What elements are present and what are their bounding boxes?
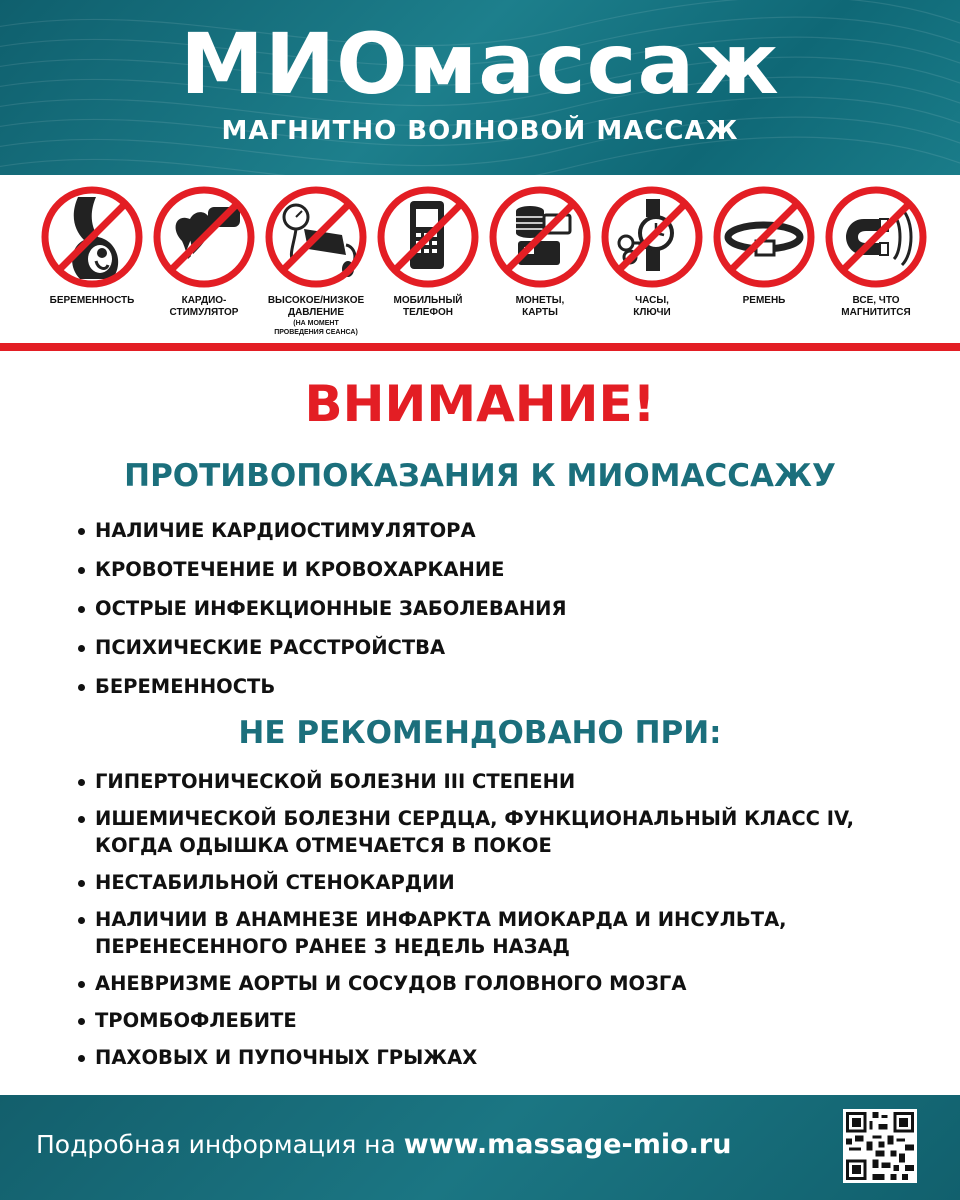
list-item: АНЕВРИЗМЕ АОРТЫ И СОСУДОВ ГОЛОВНОГО МОЗГА — [78, 970, 918, 997]
prohibited-label — [814, 295, 938, 319]
pregnancy-label: БЕРЕМЕННОСТЬ — [49, 295, 135, 306]
list-item: ИШЕМИЧЕСКОЙ БОЛЕЗНИ СЕРДЦА, ФУНКЦИОНАЛЬНЫЙ КЛАСС IV, КОГДА ОДЫШКА ОТМЕЧАЕТСЯ В ПОКОЕ — [78, 805, 918, 859]
pacemaker-label: КАРДИО- СТИМУЛЯТОР — [169, 295, 239, 318]
contraindications-heading: ПРОТИВОПОКАЗАНИЯ К МИОМАССАЖУ — [124, 458, 836, 494]
prohibited-watch-keys — [596, 185, 708, 345]
prohibited-belt — [708, 185, 820, 345]
magnet-icon — [824, 185, 928, 289]
qr-code-icon — [843, 1109, 917, 1183]
prohibited-label — [590, 295, 714, 319]
prohibited-label — [478, 295, 602, 319]
pacemaker-icon — [152, 185, 256, 289]
prohibited-label — [30, 295, 154, 307]
prohibited-label — [366, 295, 490, 319]
list-item: НАЛИЧИЕ КАРДИОСТИМУЛЯТОРА — [78, 517, 918, 544]
qr-code-graphic — [843, 1109, 917, 1183]
coins-cards-label: МОНЕТЫ, КАРТЫ — [515, 295, 565, 318]
list-item: БЕРЕМЕННОСТЬ — [78, 673, 918, 700]
coins-cards-icon — [488, 185, 592, 289]
prohibited-blood-pressure — [260, 185, 372, 345]
blood-pressure-icon — [264, 185, 368, 289]
mobile-phone-label: МОБИЛЬНЫЙ ТЕЛЕФОН — [393, 295, 463, 318]
watch-keys-label: ЧАСЫ, КЛЮЧИ — [633, 295, 671, 318]
prohibited-pregnancy — [36, 185, 148, 345]
prohibited-label — [702, 295, 826, 307]
mobile-phone-icon — [376, 185, 480, 289]
list-item: НАЛИЧИИ В АНАМНЕЗЕ ИНФАРКТА МИОКАРДА И ИНСУЛЬТА, ПЕРЕНЕСЕННОГО РАНЕЕ 3 НЕДЕЛЬ НАЗАД — [78, 906, 918, 960]
prohibited-magnet — [820, 185, 932, 345]
belt-icon — [712, 185, 816, 289]
list-item: НЕСТАБИЛЬНОЙ СТЕНОКАРДИИ — [78, 869, 918, 896]
brand-subtitle: МАГНИТНО ВОЛНОВОЙ МАССАЖ — [221, 116, 739, 146]
magnet-label: ВСЕ, ЧТО МАГНИТИТСЯ — [841, 295, 911, 318]
list-item: ПСИХИЧЕСКИЕ РАССТРОЙСТВА — [78, 634, 918, 661]
footer-banner — [0, 1095, 960, 1200]
red-divider — [0, 343, 960, 351]
prohibited-label — [142, 295, 266, 319]
prohibited-coins-cards — [484, 185, 596, 345]
header-banner — [0, 0, 960, 175]
prohibited-label — [254, 295, 378, 337]
not-recommended-list — [78, 768, 918, 1071]
list-item: ТРОМБОФЛЕБИТЕ — [78, 1007, 918, 1034]
not-recommended-heading: НЕ РЕКОМЕНДОВАНО ПРИ: — [238, 715, 722, 751]
belt-label: РЕМЕНЬ — [742, 295, 786, 306]
prohibited-pacemaker — [148, 185, 260, 345]
footer-label: Подробная информация на — [36, 1130, 404, 1159]
blood-pressure-note: (НА МОМЕНТ ПРОВЕДЕНИЯ СЕАНСА) — [274, 320, 358, 336]
prohibited-mobile-phone — [372, 185, 484, 345]
website-link[interactable]: www.massage-mio.ru — [403, 1129, 732, 1160]
attention-title: ВНИМАНИЕ! — [304, 375, 656, 433]
list-item: ГИПЕРТОНИЧЕСКОЙ БОЛЕЗНИ III СТЕПЕНИ — [78, 768, 918, 795]
brand-title: МИОмассаж — [180, 15, 780, 113]
prohibited-items-row — [0, 185, 960, 345]
list-item: ПАХОВЫХ И ПУПОЧНЫХ ГРЫЖАХ — [78, 1044, 918, 1071]
pregnancy-icon — [40, 185, 144, 289]
contraindications-list — [78, 517, 918, 700]
watch-keys-icon — [600, 185, 704, 289]
list-item: КРОВОТЕЧЕНИЕ И КРОВОХАРКАНИЕ — [78, 556, 918, 583]
footer-info — [36, 1125, 731, 1165]
list-item: ОСТРЫЕ ИНФЕКЦИОННЫЕ ЗАБОЛЕВАНИЯ — [78, 595, 918, 622]
blood-pressure-label: ВЫСОКОЕ/НИЗКОЕ ДАВЛЕНИЕ — [267, 295, 365, 318]
